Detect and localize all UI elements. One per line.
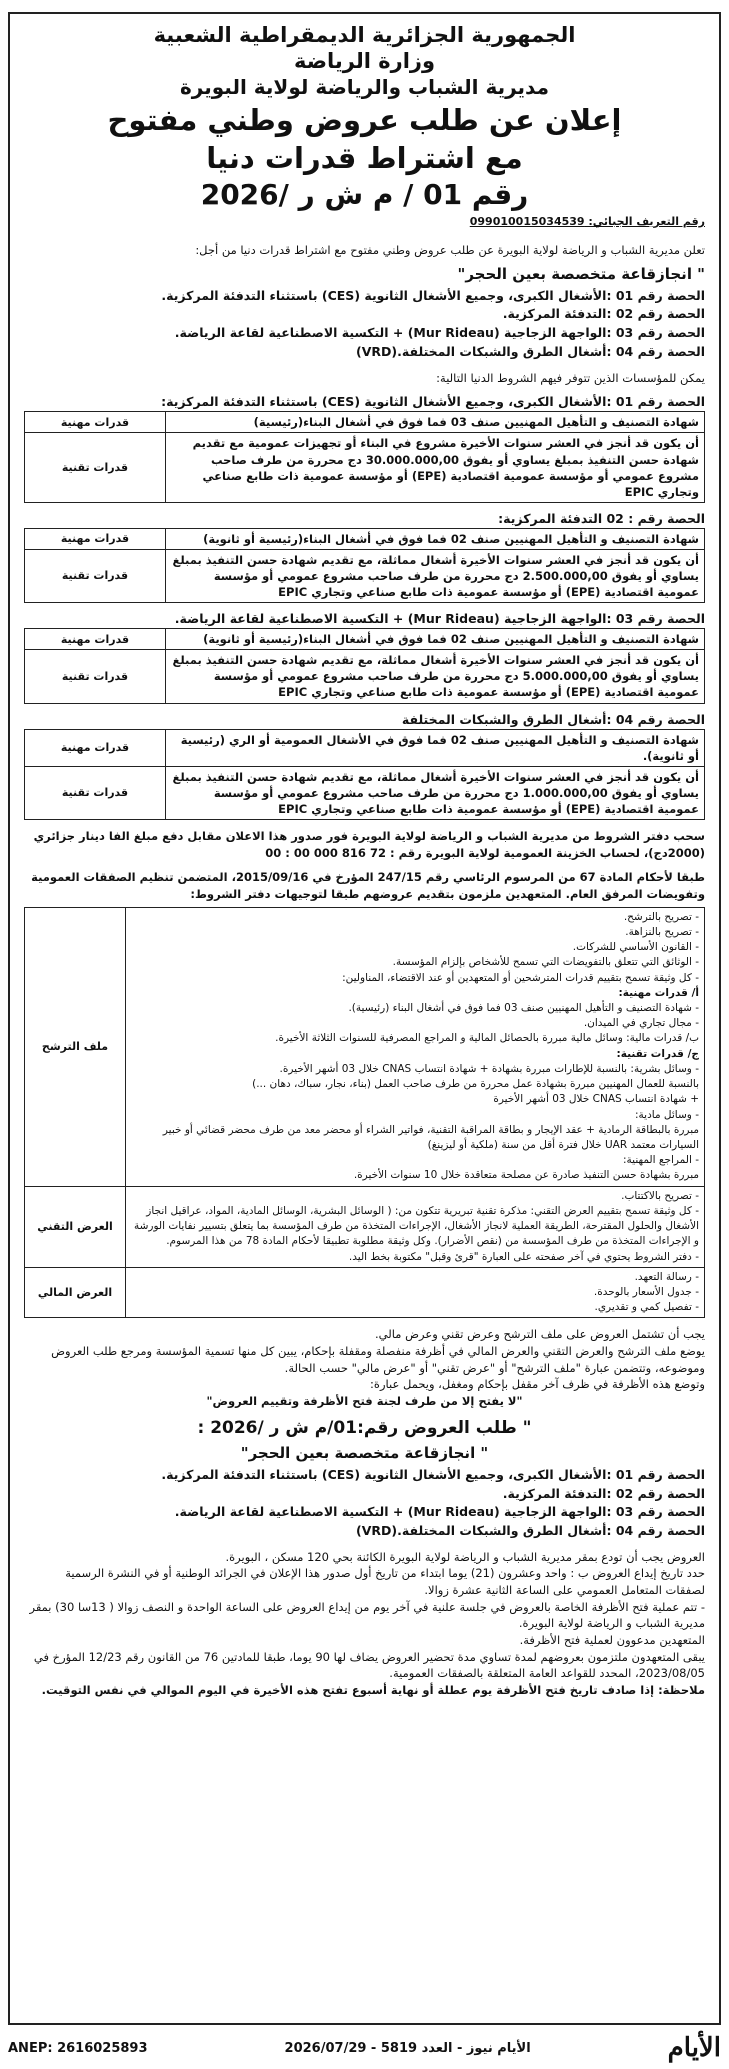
technical-item: - تصريح بالاكتتاب. <box>621 1189 699 1202</box>
candidature-item: + شهادة انتساب CNAS خلال 03 أشهر الأخيرة <box>493 1093 699 1106</box>
lot2-tech-text: أن يكون قد أنجز في العشر سنوات الأخيرة أشغال مماثلة، مع تقديم شهادة حسن التنفيذ بمبلغ يساوي أو يفوق 2.500.000,00 دج محررة من طرف صاحب مشروع عمومي أو مؤسسة عمومية اقتصادية (EPE) أو مؤسسة عمومية ذات طابع صناعي وتجاري EPIC <box>166 549 705 602</box>
candidature-item: بالنسبة للعمال المهنيين مبررة بشهادة عمل محررة من طرف صاحب العمل (بناء، نجار، سباك، دهان ...) <box>252 1078 699 1091</box>
lot1-table <box>24 411 705 502</box>
candidature-item: - وسائل بشرية: بالنسبة للإطارات مبررة بشهادة + شهادة انتساب CNAS خلال 03 أشهر الأخيرة. <box>279 1062 699 1075</box>
lot-item: الحصة رقم 02 :التدفئة المركزية. <box>502 306 705 322</box>
technical-items <box>126 1186 705 1267</box>
financial-label: العرض المالي <box>25 1267 126 1318</box>
technical-item: - دفتر الشروط يحتوي في آخر صفحته على العبارة "قرئ وقبل" مكتوبة بخط اليد. <box>348 1250 699 1263</box>
ministry-title: وزارة الرياضة <box>293 49 436 74</box>
lot2-table <box>24 528 705 603</box>
deadline-line: - تتم عملية فتح الأظرفة الخاصة بالعروض في جلسة علنية في آخر يوم من إيداع العروض على الساعة الواحدة و النصف زوالا ( 13سا 30) بمقر مديرية الشباب و الرياضة لولاية البويرة. <box>29 1599 705 1631</box>
lot1-tech-text: أن يكون قد أنجز في العشر سنوات الأخيرة مشروع في البناء أو تجهيزات عمومية مع تقديم شهادة حسن التنفيذ بمبلغ يساوي أو يفوق 30.000.000,00 دج محررة من طرف صاحب مشروع عمومي أو مؤسسة عمومية اقتصادية (EPE) أو مؤسسة عمومية ذات طابع صناعي وتجاري EPIC <box>166 433 705 502</box>
withdraw-text: سحب دفتر الشروط من مديرية الشباب و الرياضة لولاية البويرة فور صدور هذا الاعلان مقابل دفع مبلغ الفا دينار جزائري (2000دج)، لحساب الخزينة العمومية لولاية البويرة رقم : 72 816 000 00 : 00 <box>33 829 705 860</box>
dossier-table <box>24 907 705 1319</box>
lot2-heading: الحصة رقم : 02 التدفئة المركزية: <box>498 510 705 526</box>
financial-items <box>126 1267 705 1318</box>
republic-title: الجمهورية الجزائرية الديمقراطية الشعبية <box>153 23 576 47</box>
lot-item: الحصة رقم 03 :الواجهة الزجاجية (Mur Rideau) + التكسية الاصطناعية لقاعة الرياضة. <box>174 1504 705 1520</box>
lot1-prof-text: شهادة التصنيف و التأهيل المهنيين صنف 03 فما فوق في أشغال البناء(رئيسية) <box>166 412 705 433</box>
lot1-tech-label: قدرات تقنية <box>25 433 166 502</box>
notice-reference: رقم 01 / م ش ر /2026 <box>200 178 529 211</box>
candidature-item: - كل وثيقة تسمح بتقييم قدرات المترشحين أو المتعهدين أو عند الاقتضاء، المناولين: <box>342 971 699 984</box>
deadline-line: العروض يجب أن تودع بمقر مديرية الشباب و الرياضة لولاية البويرة الكائنة بحي 120 مسكن ، البويرة. <box>225 1549 705 1564</box>
candidature-item: - الوثائق التي تتعلق بالتفويضات التي تسمح للأشخاص بإلزام المؤسسة. <box>392 956 699 969</box>
candidature-item: - شهادة التصنيف و التأهيل المهنيين صنف 03 فما فوق في أشغال البناء (رئيسية). <box>348 1002 699 1015</box>
technical-item: - كل وثيقة تسمح بتقييم العرض التقني: مذكرة تقنية تبريرية تتكون من: ( الوسائل البشرية، الوسائل المادية، المواد، عراقيل انجاز الأشغال والحلول المقترحة، الطريقة العملية لانجاز الأشغال، الإجراءات المتخذة من طرف المؤسسة بما يتعلق بتسيير نفايات الورشة و الإجراءات المتخذة من طرف المؤسسة من (نقص الأضرار). وكل وثيقة مطلوبة تطبيقا لأحكام المادة 78 من هذا المرسوم. <box>133 1204 699 1248</box>
closing-line: وتوضع هذه الأظرفة في ظرف آخر مقفل بإحكام ومغفل، ويحمل عبارة: <box>370 1377 705 1392</box>
financial-item: - تفصيل كمي و تقديري. <box>594 1301 699 1314</box>
candidature-item: - مجال تجاري في الميدان. <box>583 1017 699 1030</box>
candidature-item: ب/ قدرات مالية: وسائل مالية مبررة بالحصائل المالية و المراجع المصرفية للسنوات الثلاثة الأخيرة. <box>275 1032 699 1045</box>
lot-item: الحصة رقم 02 :التدفئة المركزية. <box>502 1485 705 1501</box>
decree-text: طبقا لأحكام المادة 67 من المرسوم الرئاسي رقم 247/15 المؤرخ في 2015/09/16، المتضمن تنظيم الصفقات العمومية وتفويضات المرفق العام. المتعهدين ملزمون بتقديم عروضهم طبقا لتوجيهات دفتر الشروط: <box>31 870 705 902</box>
anep-number: ANEP: 2616025893 <box>8 2040 148 2056</box>
lot3-prof-label: قدرات مهنية <box>25 629 166 650</box>
closing-line: يجب أن تشتمل العروض على ملف الترشح وعرض تقني وعرض مالي. <box>375 1327 705 1342</box>
newspaper-logo: الأيام <box>667 2033 721 2063</box>
candidature-item: - المراجع المهنية: <box>623 1154 699 1167</box>
second-title: " طلب العروض رقم:01/م ش ر /2026 : <box>197 1417 532 1438</box>
lot4-tech-text: أن يكون قد أنجز في العشر سنوات الأخيرة أشغال مماثلة، مع تقديم شهادة حسن التنفيذ بمبلغ يساوي أو يفوق 1.000.000,00 دج محررة من طرف صاحب مشروع عمومي أو مؤسسة عمومية اقتصادية (EPE) أو مؤسسة عمومية ذات طابع صناعي وتجاري EPIC <box>166 766 705 819</box>
lots-list <box>24 287 705 362</box>
publication-info: الأيام نيوز - العدد 5819 - 2026/07/29 <box>284 2040 531 2056</box>
lot3-heading: الحصة رقم 03 :الواجهة الزجاجية (Mur Rideau) + التكسية الاصطناعية لقاعة الرياضة. <box>174 611 705 627</box>
lot-item: الحصة رقم 04 :أشغال الطرق والشبكات المختلفة.(VRD) <box>356 343 705 359</box>
lot-item: الحصة رقم 01 :الأشغال الكبرى، وجميع الأشغال الثانوية (CES) باستثناء التدفئة المركزية. <box>161 1466 705 1482</box>
tax-id: رقم التعريف الجبائي: 099010015034539 <box>469 215 705 228</box>
directorate-title: مديرية الشباب والرياضة لولاية البويرة <box>180 74 549 99</box>
project-name: " انجازقاعة متخصصة بعين الحجر" <box>457 264 705 283</box>
lot4-tech-label: قدرات تقنية <box>25 766 166 819</box>
lot3-table <box>24 628 705 703</box>
lot-item: الحصة رقم 04 :أشغال الطرق والشبكات المختلفة.(VRD) <box>356 1523 705 1539</box>
project-name-repeat: " انجازقاعة متخصصة بعين الحجر" <box>240 1443 489 1462</box>
candidature-item: - القانون الأساسي للشركات. <box>572 941 699 954</box>
lot-item: الحصة رقم 03 :الواجهة الزجاجية (Mur Rideau) + التكسية الاصطناعية لقاعة الرياضة. <box>174 325 705 341</box>
candidature-item: أ/ قدرات مهنية: <box>618 986 699 999</box>
lot4-table <box>24 729 705 820</box>
candidature-item: - تصريح بالترشح. <box>623 910 699 923</box>
announcement-frame <box>8 12 721 2025</box>
notice-title-line2: مع اشتراط قدرات دنيا <box>206 140 523 175</box>
candidature-item: - وسائل مادية: <box>635 1108 699 1121</box>
lot1-heading: الحصة رقم 01 :الأشغال الكبرى، وجميع الأشغال الثانوية (CES) باستثناء التدفئة المركزية: <box>161 394 705 410</box>
candidature-item: - تصريح بالنزاهة. <box>625 925 699 938</box>
candidature-items <box>126 907 705 1186</box>
lot2-prof-text: شهادة التصنيف و التأهيل المهنيين صنف 02 فما فوق في أشغال البناء(رئيسية أو ثانوية) <box>166 528 705 549</box>
financial-item: - رسالة التعهد. <box>634 1270 699 1283</box>
candidature-item: ج/ قدرات تقنية: <box>616 1047 699 1060</box>
candidature-item: مبررة بالبطاقة الرمادية + عقد الإيجار و بطاقة المراقبة التقنية، فواتير الشراء أو محضر معد من طرف محضر قضائي أو خبير السيارات معتمد UAR خلال فترة أقل من سنة (ملكية أو ليزينغ) <box>162 1123 699 1151</box>
intro-text: تعلن مديرية الشباب و الرياضة لولاية البويرة عن طلب عروض وطني مفتوح مع اشتراط قدرات دنيا من أجل: <box>195 243 705 257</box>
lot4-heading: الحصة رقم 04 :أشغال الطرق والشبكات المختلفة <box>401 711 705 727</box>
lot2-prof-label: قدرات مهنية <box>25 528 166 549</box>
deadline-line: حدد تاريخ إيداع العروض ب : واحد وعشرون (21) يوما ابتداء من تاريخ أول صدور هذا الإعلان في الجرائد الوطنية أو في النشرة الرسمية لصفقات المتعامل العمومي على الساعة الثانية عشرة زوالا. <box>65 1566 705 1598</box>
deadline-line: يبقى المتعهدون ملتزمون بعروضهم لمدة تساوي مدة تحضير العروض يضاف لها 90 يوما، طبقا للمادتين 76 من القانون رقم 12/23 المؤرخ في 2023/08/05، المحدد للقواعد العامة المتعلقة بالصفقات العمومية. <box>33 1649 705 1681</box>
candidature-item: مبررة بشهادة حسن التنفيذ صادرة عن مصلحة متعاقدة خلال 10 سنوات الأخيرة. <box>353 1169 699 1182</box>
lot-item: الحصة رقم 01 :الأشغال الكبرى، وجميع الأشغال الثانوية (CES) باستثناء التدفئة المركزية. <box>161 287 705 303</box>
lot4-prof-text: شهادة التصنيف و التأهيل المهنيين صنف 02 فما فوق في الأشغال العمومية أو الري (رئيسية أو ثانوية). <box>166 729 705 766</box>
lots-list-repeat <box>24 1466 705 1541</box>
footer <box>8 2033 721 2063</box>
note-line: ملاحظة: إذا صادف تاريخ فتح الأظرفة يوم عطلة أو نهاية أسبوع تفتح هذه الأخيرة في اليوم الموالي في نفس التوقيت. <box>41 1683 705 1698</box>
lot3-tech-text: أن يكون قد أنجز في العشر سنوات الأخيرة أشغال مماثلة، مع تقديم شهادة حسن التنفيذ بمبلغ يساوي أو يفوق 5.000.000,00 دج محررة من طرف صاحب مشروع عمومي أو مؤسسة عمومية اقتصادية (EPE) أو مؤسسة عمومية ذات طابع صناعي وتجاري EPIC <box>166 650 705 703</box>
lot3-prof-text: شهادة التصنيف و التأهيل المهنيين صنف 02 فما فوق في أشغال البناء(رئيسية أو ثانوية) <box>166 629 705 650</box>
lot2-tech-label: قدرات تقنية <box>25 549 166 602</box>
conditions-intro: يمكن للمؤسسات الذين تتوفر فيهم الشروط الدنيا التالية: <box>436 370 705 385</box>
candidature-label: ملف الترشح <box>25 907 126 1186</box>
financial-item: - جدول الأسعار بالوحدة. <box>593 1285 699 1298</box>
deadline-line: المتعهدين مدعوون لعملية فتح الأظرفة. <box>519 1633 705 1648</box>
closing-line: "لا يفتح إلا من طرف لجنة فتح الأظرفة وتقييم العروض" <box>206 1394 523 1409</box>
notice-title-line1: إعلان عن طلب عروض وطني مفتوح <box>107 102 622 137</box>
lot1-prof-label: قدرات مهنية <box>25 412 166 433</box>
lot4-prof-label: قدرات مهنية <box>25 729 166 766</box>
technical-label: العرض التقني <box>25 1186 126 1267</box>
closing-line: يوضع ملف الترشح والعرض التقني والعرض المالي في أظرفة منفصلة ومقفلة بإحكام، يبين كل منها تسمية المؤسسة ومرجع طلب العروض وموضوعه، وتتضمن عبارة "ملف الترشح" أو "عرض تقني" أو "عرض مالي" حسب الحالة. <box>51 1344 705 1375</box>
lot3-tech-label: قدرات تقنية <box>25 650 166 703</box>
